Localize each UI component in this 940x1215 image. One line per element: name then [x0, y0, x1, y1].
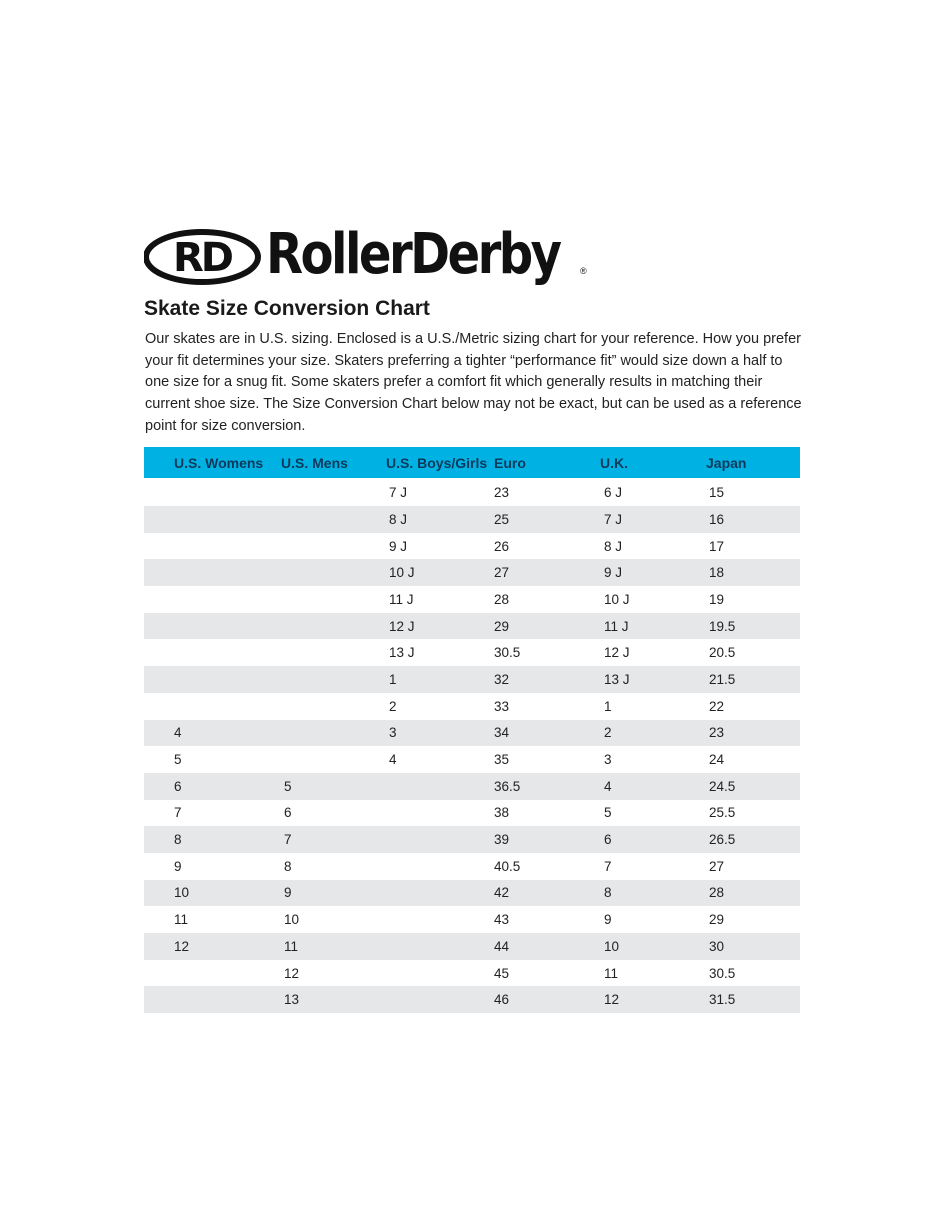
registered-mark: ®	[580, 266, 587, 276]
cell-euro: 27	[494, 559, 600, 586]
cell-japan: 21.5	[706, 666, 800, 693]
table-row	[144, 773, 800, 800]
cell-euro: 35	[494, 752, 510, 768]
cell-us-womens	[144, 533, 281, 560]
cell-us-mens	[281, 506, 386, 533]
table-row	[144, 506, 800, 533]
cell-uk: 10	[600, 933, 706, 960]
rd-monogram-logo	[144, 226, 264, 288]
table-row	[144, 586, 800, 613]
cell-us-boys-girls	[386, 906, 494, 933]
cell-euro: 32	[494, 666, 600, 693]
cell-uk: 1	[604, 698, 612, 714]
cell-uk: 9 J	[600, 559, 706, 586]
cell-us-boys-girls	[386, 853, 494, 880]
column-header-us-womens: U.S. Womens	[144, 447, 281, 478]
cell-japan: 25.5	[709, 805, 736, 821]
cell-us-womens	[144, 693, 281, 720]
cell-us-mens	[281, 586, 386, 613]
cell-us-mens: 6	[284, 805, 292, 821]
cell-japan: 29	[709, 912, 725, 928]
cell-us-boys-girls	[386, 960, 494, 987]
cell-euro: 44	[494, 933, 600, 960]
brand-wordmark: RollerDerby	[266, 222, 560, 287]
cell-us-boys-girls: 1	[386, 666, 494, 693]
cell-us-womens: 7	[174, 805, 182, 821]
cell-uk: 9	[604, 912, 612, 928]
table-row	[144, 826, 800, 853]
roller-derby-logo	[144, 222, 594, 288]
cell-us-mens: 13	[281, 986, 386, 1013]
cell-japan: 24.5	[706, 773, 800, 800]
cell-euro: 38	[494, 805, 510, 821]
cell-us-womens: 8	[144, 826, 281, 853]
cell-us-mens: 8	[284, 858, 292, 874]
cell-us-womens	[144, 639, 281, 666]
cell-us-mens	[281, 693, 386, 720]
cell-us-mens	[281, 639, 386, 666]
cell-uk: 11 J	[600, 613, 706, 640]
table-row	[144, 559, 800, 586]
cell-uk: 2	[600, 720, 706, 747]
cell-us-mens: 11	[281, 933, 386, 960]
table-row	[144, 478, 800, 506]
cell-euro: 26	[494, 538, 510, 554]
cell-us-womens	[144, 613, 281, 640]
cell-us-mens: 5	[281, 773, 386, 800]
cell-us-womens: 9	[174, 858, 182, 874]
cell-us-boys-girls: 12 J	[386, 613, 494, 640]
cell-japan: 15	[709, 484, 725, 500]
cell-euro: 36.5	[494, 773, 600, 800]
cell-euro: 33	[494, 698, 510, 714]
cell-us-mens	[281, 666, 386, 693]
cell-uk: 3	[604, 752, 612, 768]
table-row	[144, 613, 800, 640]
cell-euro: 42	[494, 880, 600, 907]
table-row	[144, 533, 800, 560]
cell-japan: 16	[706, 506, 800, 533]
cell-uk: 4	[600, 773, 706, 800]
cell-japan: 27	[709, 858, 725, 874]
cell-us-womens: 11	[174, 912, 189, 928]
cell-us-womens	[144, 559, 281, 586]
cell-uk: 7 J	[600, 506, 706, 533]
cell-uk: 12 J	[604, 645, 630, 661]
column-header-us-boys-girls: U.S. Boys/Girls	[386, 447, 494, 478]
table-row	[144, 880, 800, 907]
cell-us-womens	[144, 478, 281, 506]
cell-us-mens	[281, 613, 386, 640]
column-header-japan: Japan	[706, 447, 800, 478]
cell-us-mens: 9	[281, 880, 386, 907]
cell-uk: 7	[604, 858, 612, 874]
table-row	[144, 666, 800, 693]
cell-us-boys-girls	[386, 826, 494, 853]
table-row	[144, 986, 800, 1013]
cell-japan: 23	[706, 720, 800, 747]
cell-japan: 19.5	[706, 613, 800, 640]
cell-euro: 46	[494, 986, 600, 1013]
table-row	[144, 960, 800, 987]
cell-us-womens	[144, 586, 281, 613]
cell-us-mens	[281, 720, 386, 747]
cell-japan: 28	[706, 880, 800, 907]
table-row	[144, 933, 800, 960]
cell-euro: 28	[494, 591, 510, 607]
cell-japan: 20.5	[709, 645, 736, 661]
table-row	[144, 746, 800, 773]
cell-uk: 8 J	[604, 538, 623, 554]
cell-euro: 45	[494, 965, 510, 981]
table-row	[144, 720, 800, 747]
column-header-uk: U.K.	[600, 447, 706, 478]
cell-us-mens	[281, 559, 386, 586]
cell-uk: 6 J	[604, 484, 623, 500]
column-header-euro: Euro	[494, 447, 600, 478]
cell-us-womens	[144, 960, 281, 987]
cell-euro: 30.5	[494, 645, 521, 661]
intro-paragraph: Our skates are in U.S. sizing. Enclosed is a U.S./Metric sizing chart for your reference. How you prefer your fit determines your size. Skaters preferring a tighter “performance fit” would size down a half to one size for a snug fit. Some skaters prefer a comfort fit which generally results in matching their current shoe size. The Size Conversion Chart below may not be exact, but can be used as a reference point for size conversion.	[145, 331, 802, 434]
cell-japan: 17	[709, 538, 725, 554]
cell-euro: 23	[494, 484, 510, 500]
cell-euro: 43	[494, 912, 510, 928]
cell-euro: 40.5	[494, 858, 521, 874]
cell-us-boys-girls: 11 J	[389, 591, 414, 607]
cell-uk: 8	[600, 880, 706, 907]
table-row	[144, 800, 800, 827]
cell-us-boys-girls: 10 J	[386, 559, 494, 586]
cell-euro: 25	[494, 506, 600, 533]
cell-japan: 24	[709, 752, 725, 768]
cell-us-boys-girls: 9 J	[389, 538, 408, 554]
cell-japan: 19	[709, 591, 725, 607]
cell-us-mens: 10	[284, 912, 300, 928]
table-row	[144, 639, 800, 666]
cell-us-boys-girls: 3	[386, 720, 494, 747]
cell-us-boys-girls	[386, 986, 494, 1013]
cell-japan: 30.5	[709, 965, 736, 981]
cell-us-womens: 12	[144, 933, 281, 960]
cell-uk: 12	[600, 986, 706, 1013]
cell-us-womens	[144, 506, 281, 533]
cell-us-mens	[281, 746, 386, 773]
cell-japan: 26.5	[706, 826, 800, 853]
cell-us-mens: 7	[281, 826, 386, 853]
cell-us-womens: 4	[144, 720, 281, 747]
cell-uk: 6	[600, 826, 706, 853]
table-header-row	[144, 447, 800, 478]
table-row	[144, 693, 800, 720]
cell-euro: 29	[494, 613, 600, 640]
cell-us-womens: 6	[144, 773, 281, 800]
cell-uk: 11	[604, 965, 619, 981]
table-body	[144, 478, 800, 1013]
cell-us-mens	[281, 478, 386, 506]
size-conversion-table	[144, 447, 800, 1013]
cell-us-boys-girls	[386, 773, 494, 800]
cell-uk: 5	[604, 805, 612, 821]
cell-us-womens: 5	[174, 752, 182, 768]
cell-uk: 10 J	[604, 591, 630, 607]
cell-us-boys-girls: 8 J	[386, 506, 494, 533]
cell-us-boys-girls	[386, 880, 494, 907]
column-header-us-mens: U.S. Mens	[281, 447, 386, 478]
cell-japan: 30	[706, 933, 800, 960]
cell-us-boys-girls: 7 J	[389, 484, 408, 500]
cell-us-mens: 12	[284, 965, 300, 981]
cell-japan: 22	[709, 698, 725, 714]
rd-monogram-text: RD	[172, 235, 232, 281]
cell-euro: 34	[494, 720, 600, 747]
page-title: Skate Size Conversion Chart	[144, 297, 430, 320]
cell-us-boys-girls	[386, 800, 494, 827]
cell-us-boys-girls	[386, 933, 494, 960]
cell-us-womens	[144, 666, 281, 693]
table-row	[144, 853, 800, 880]
cell-us-boys-girls: 4	[389, 752, 397, 768]
cell-euro: 39	[494, 826, 600, 853]
cell-us-womens	[144, 986, 281, 1013]
cell-us-boys-girls: 13 J	[389, 645, 415, 661]
cell-us-mens	[281, 533, 386, 560]
cell-us-boys-girls: 2	[389, 698, 397, 714]
table-row	[144, 906, 800, 933]
cell-japan: 31.5	[706, 986, 800, 1013]
cell-uk: 13 J	[600, 666, 706, 693]
cell-us-womens: 10	[144, 880, 281, 907]
cell-japan: 18	[706, 559, 800, 586]
